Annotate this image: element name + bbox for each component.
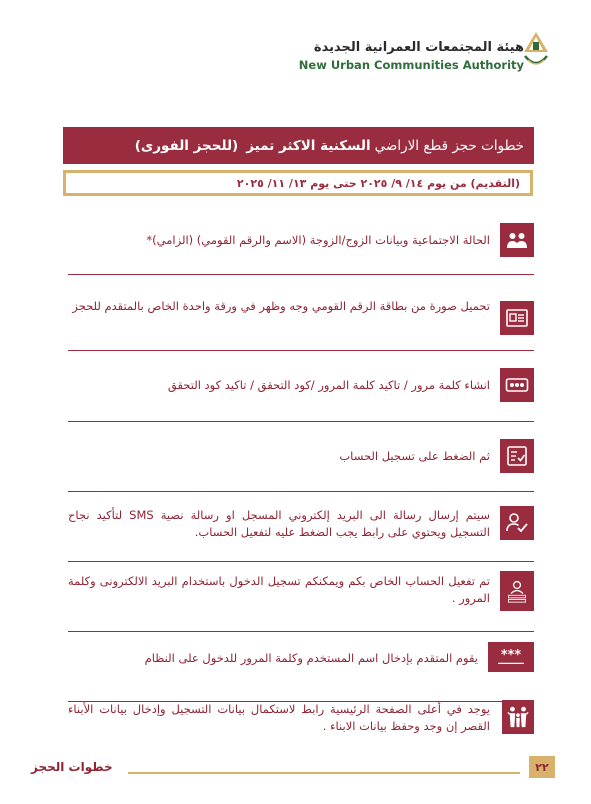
step-marital-status: [68, 205, 534, 275]
step-children-data: [68, 700, 534, 770]
footer-divider: [128, 772, 520, 774]
asterisk-password-icon: [488, 642, 534, 672]
footer-label: خطوات الحجز: [31, 760, 113, 774]
step-password: [68, 352, 534, 422]
step-text: يقوم المتقدم بإدخال اسم المستخدم وكلمة المرور للدخول على النظام: [144, 651, 478, 665]
org-name-arabic: هيئة المجتمعات العمرانية الجديدة: [313, 40, 524, 55]
step-id-upload: [68, 281, 534, 351]
users-icon: [500, 223, 534, 257]
page-title: [63, 127, 534, 164]
step-text: سيتم إرسال رسالة الى البريد إلكتروني المسجل او رسالة نصية SMS لتأكيد نجاح التسجيل ويحتوي على رابط يجب الضغط عليه لتفعيل الحساب.: [68, 508, 490, 539]
family-icon: [502, 700, 534, 734]
password-icon: [500, 368, 534, 402]
title-prefix: خطوات حجز قطع الاراضي: [374, 137, 524, 154]
id-card-icon: [500, 301, 534, 335]
application-period: [63, 170, 533, 196]
step-register: [68, 422, 534, 492]
step-text: تحميل صورة من بطاقة الرقم القومي وجه وظهر في ورقة واحدة الخاص بالمتقدم للحجز: [72, 299, 490, 313]
org-name-english: New Urban Communities Authority: [298, 58, 524, 72]
page-number: ٢٢: [529, 756, 555, 778]
header-logo: [298, 26, 550, 74]
step-confirmation: [68, 492, 534, 562]
title-suffix: (للحجز الفورى): [134, 137, 239, 154]
svg-text:***: ***: [500, 647, 522, 663]
step-text: الحالة الاجتماعية وبيانات الزوج/الزوجة (الاسم والرقم القومي) (الزامي)*: [146, 233, 490, 247]
step-text: ثم الضغط على تسجيل الحساب: [339, 449, 490, 463]
step-login-activated: [68, 562, 534, 632]
step-text: تم تفعيل الحساب الخاص بكم ويمكنكم تسجيل الدخول باستخدام البريد الالكترونى وكلمة المرور .: [68, 574, 490, 605]
step-text: يوجد في أعلى الصفحة الرئيسية رابط لاستكمال بيانات التسجيل وإدخال بيانات الأبناء القصر إن وجد وحفظ بيانات الابناء .: [68, 702, 490, 733]
login-icon: [500, 571, 534, 611]
title-bold: السكنية الاكثر تميز: [246, 137, 371, 154]
user-check-icon: [500, 506, 534, 540]
period-text: (التقديم) من يوم ١٤/ ٩/ ٢٠٢٥ حتى يوم ١٣/ ١١/ ٢٠٢٥: [236, 176, 520, 190]
step-text: انشاء كلمة مرور / تاكيد كلمة المرور /كود التحقق / تاكيد كود التحقق: [167, 378, 490, 392]
nuca-emblem-icon: [522, 30, 550, 72]
checklist-icon: [500, 439, 534, 473]
step-user-login: [68, 632, 534, 702]
